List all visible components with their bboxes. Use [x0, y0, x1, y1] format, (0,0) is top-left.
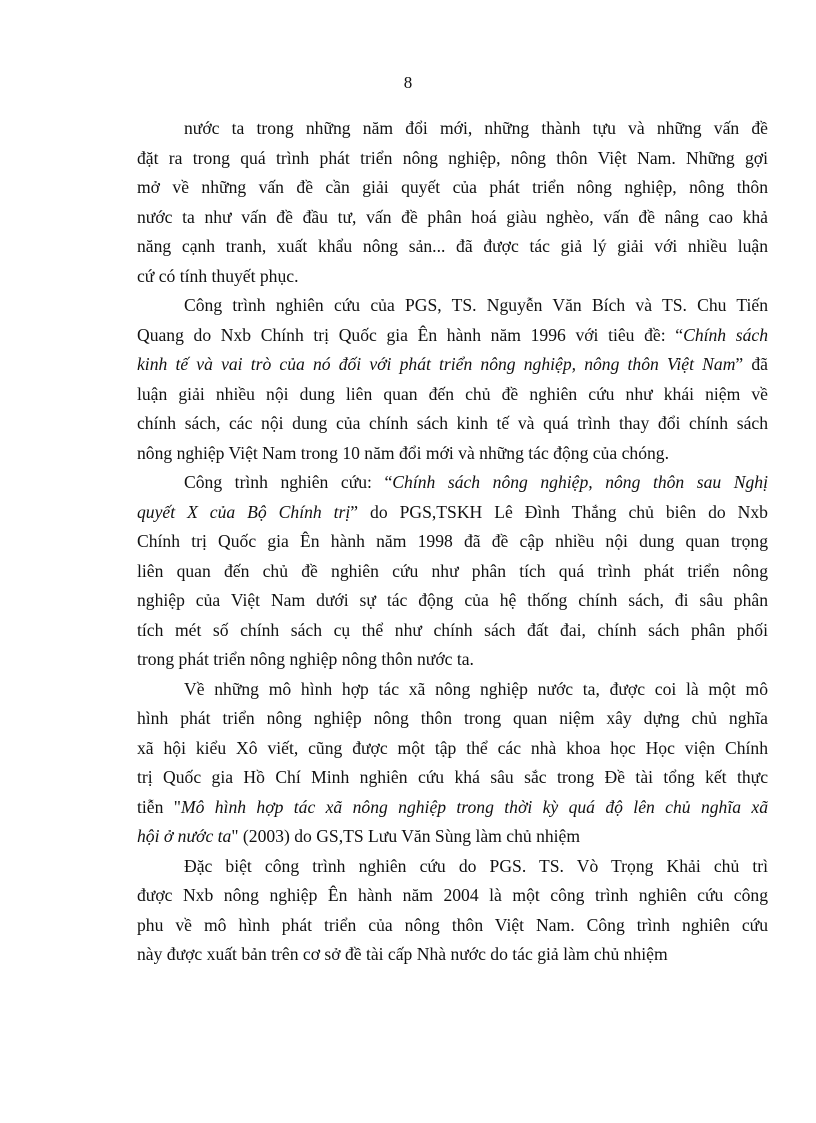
- text-line: [137, 114, 768, 144]
- paragraph: [137, 468, 768, 675]
- text-line: [137, 144, 768, 174]
- text-run: Công trình nghiên cứu của PGS, TS. Nguyễn Văn Bích và TS. Chu Tiến: [184, 295, 768, 315]
- text-run: liên quan đến chủ đề nghiên cứu như phân tích quá trình phát triển nông: [137, 560, 768, 581]
- text-run: xã hội kiểu Xô viết, cũng được một tập thể các nhà khoa học Học viện Chính: [137, 737, 768, 758]
- text-line: [137, 321, 768, 351]
- text-line: [137, 409, 768, 439]
- text-line: [137, 380, 768, 410]
- text-line: [137, 557, 768, 587]
- text-run: luận giải nhiều nội dung liên quan đến chủ đề nghiên cứu như khái niệm về: [137, 383, 768, 404]
- text-run: trị Quốc gia Hồ Chí Minh nghiên cứu khá sâu sắc trong Đề tài tổng kết thực: [137, 767, 768, 787]
- text-line: [137, 675, 768, 705]
- text-run: nước ta như vấn đề đầu tư, vấn đề phân hoá giàu nghèo, vấn đề nâng cao khả: [137, 206, 768, 227]
- text-run: phu về mô hình phát triển của nông thôn Việt Nam. Công trình nghiên cứu: [137, 914, 768, 935]
- paragraph: [137, 852, 768, 970]
- text-line: [137, 291, 768, 321]
- text-line: [137, 586, 768, 616]
- text-line: [137, 704, 768, 734]
- text-run: cứ có tính thuyết phục.: [137, 265, 299, 286]
- text-run: " (2003) do GS,TS Lưu Văn Sùng làm chủ nhiệm: [231, 826, 581, 846]
- text-line: [137, 498, 768, 528]
- text-run: Chính trị Quốc gia Ên hành năm 1998 đã đề cập nhiều nội dung quan trọng: [137, 531, 768, 551]
- text-line: [137, 468, 768, 498]
- text-run: Đặc biệt công trình nghiên cứu do PGS. TS. Vò Trọng Khải chủ trì: [184, 855, 768, 876]
- text-run: Về những mô hình hợp tác xã nông nghiệp nước ta, được coi là một mô: [184, 678, 768, 699]
- text-line: [137, 439, 768, 469]
- text-line: [137, 645, 768, 675]
- italic-title-text: Chính sách: [683, 324, 768, 345]
- text-line: [137, 173, 768, 203]
- italic-title-text: kinh tế và vai trò của nó đối với phát triển nông nghiệp, nông thôn Việt Nam: [137, 354, 736, 374]
- text-run: tích mét số chính sách cụ thể như chính sách đất đai, chính sách phân phối: [137, 619, 768, 640]
- text-line: [137, 262, 768, 292]
- text-run: Quang do Nxb Chính trị Quốc gia Ên hành năm 1996 với tiêu đề: “: [137, 324, 684, 345]
- text-run: nông nghiệp Việt Nam trong 10 năm đổi mới và những tác động của chóng.: [137, 442, 669, 463]
- text-run: nghiệp của Việt Nam dưới sự tác động của hệ thống chính sách, đi sâu phân: [137, 590, 768, 610]
- text-run: tiễn ": [137, 796, 181, 817]
- text-run: chính sách, các nội dung của chính sách kinh tế và quá trình thay đổi chính sách: [137, 413, 768, 433]
- body-text: [137, 114, 768, 970]
- text-run: mở về những vấn đề cần giải quyết của phát triển nông nghiệp, nông thôn: [137, 177, 768, 197]
- text-run: hình phát triển nông nghiệp nông thôn trong quan niệm xây dựng chủ nghĩa: [137, 708, 768, 728]
- text-run: năng cạnh tranh, xuất khẩu nông sản... đã được tác giả lý giải với nhiều luận: [137, 236, 768, 256]
- text-line: [137, 232, 768, 262]
- text-line: [137, 734, 768, 764]
- text-run: trong phát triển nông nghiệp nông thôn nước ta.: [137, 649, 474, 669]
- text-run: này được xuất bản trên cơ sở đề tài cấp Nhà nước do tác giả làm chủ nhiệm: [137, 944, 668, 964]
- text-run: đặt ra trong quá trình phát triển nông nghiệp, nông thôn Việt Nam. Những gợi: [137, 147, 768, 168]
- text-run: ” đã: [735, 354, 768, 374]
- text-line: [137, 527, 768, 557]
- text-line: [137, 763, 768, 793]
- text-line: [137, 940, 768, 970]
- italic-title-text: Chính sách nông nghiệp, nông thôn sau Nghị: [392, 472, 768, 492]
- text-line: [137, 350, 768, 380]
- text-line: [137, 852, 768, 882]
- italic-title-text: hội ở nước ta: [137, 826, 232, 846]
- italic-title-text: quyết X của Bộ Chính trị: [137, 501, 351, 522]
- text-line: [137, 793, 768, 823]
- text-line: [137, 203, 768, 233]
- paragraph: [137, 114, 768, 291]
- paragraph: [137, 675, 768, 852]
- text-line: [137, 911, 768, 941]
- italic-title-text: Mô hình hợp tác xã nông nghiệp trong thời kỳ quá độ lên chủ nghĩa xã: [180, 796, 768, 817]
- text-line: [137, 822, 768, 852]
- text-run: được Nxb nông nghiệp Ên hành năm 2004 là một công trình nghiên cứu công: [137, 885, 768, 905]
- text-run: Công trình nghiên cứu: “: [184, 472, 393, 492]
- text-run: ” do PGS,TSKH Lê Đình Thắng chủ biên do Nxb: [350, 501, 768, 522]
- text-line: [137, 881, 768, 911]
- paragraph: [137, 291, 768, 468]
- text-line: [137, 616, 768, 646]
- page-number: 8: [403, 73, 413, 92]
- text-run: nước ta trong những năm đổi mới, những thành tựu và những vấn đề: [184, 118, 768, 138]
